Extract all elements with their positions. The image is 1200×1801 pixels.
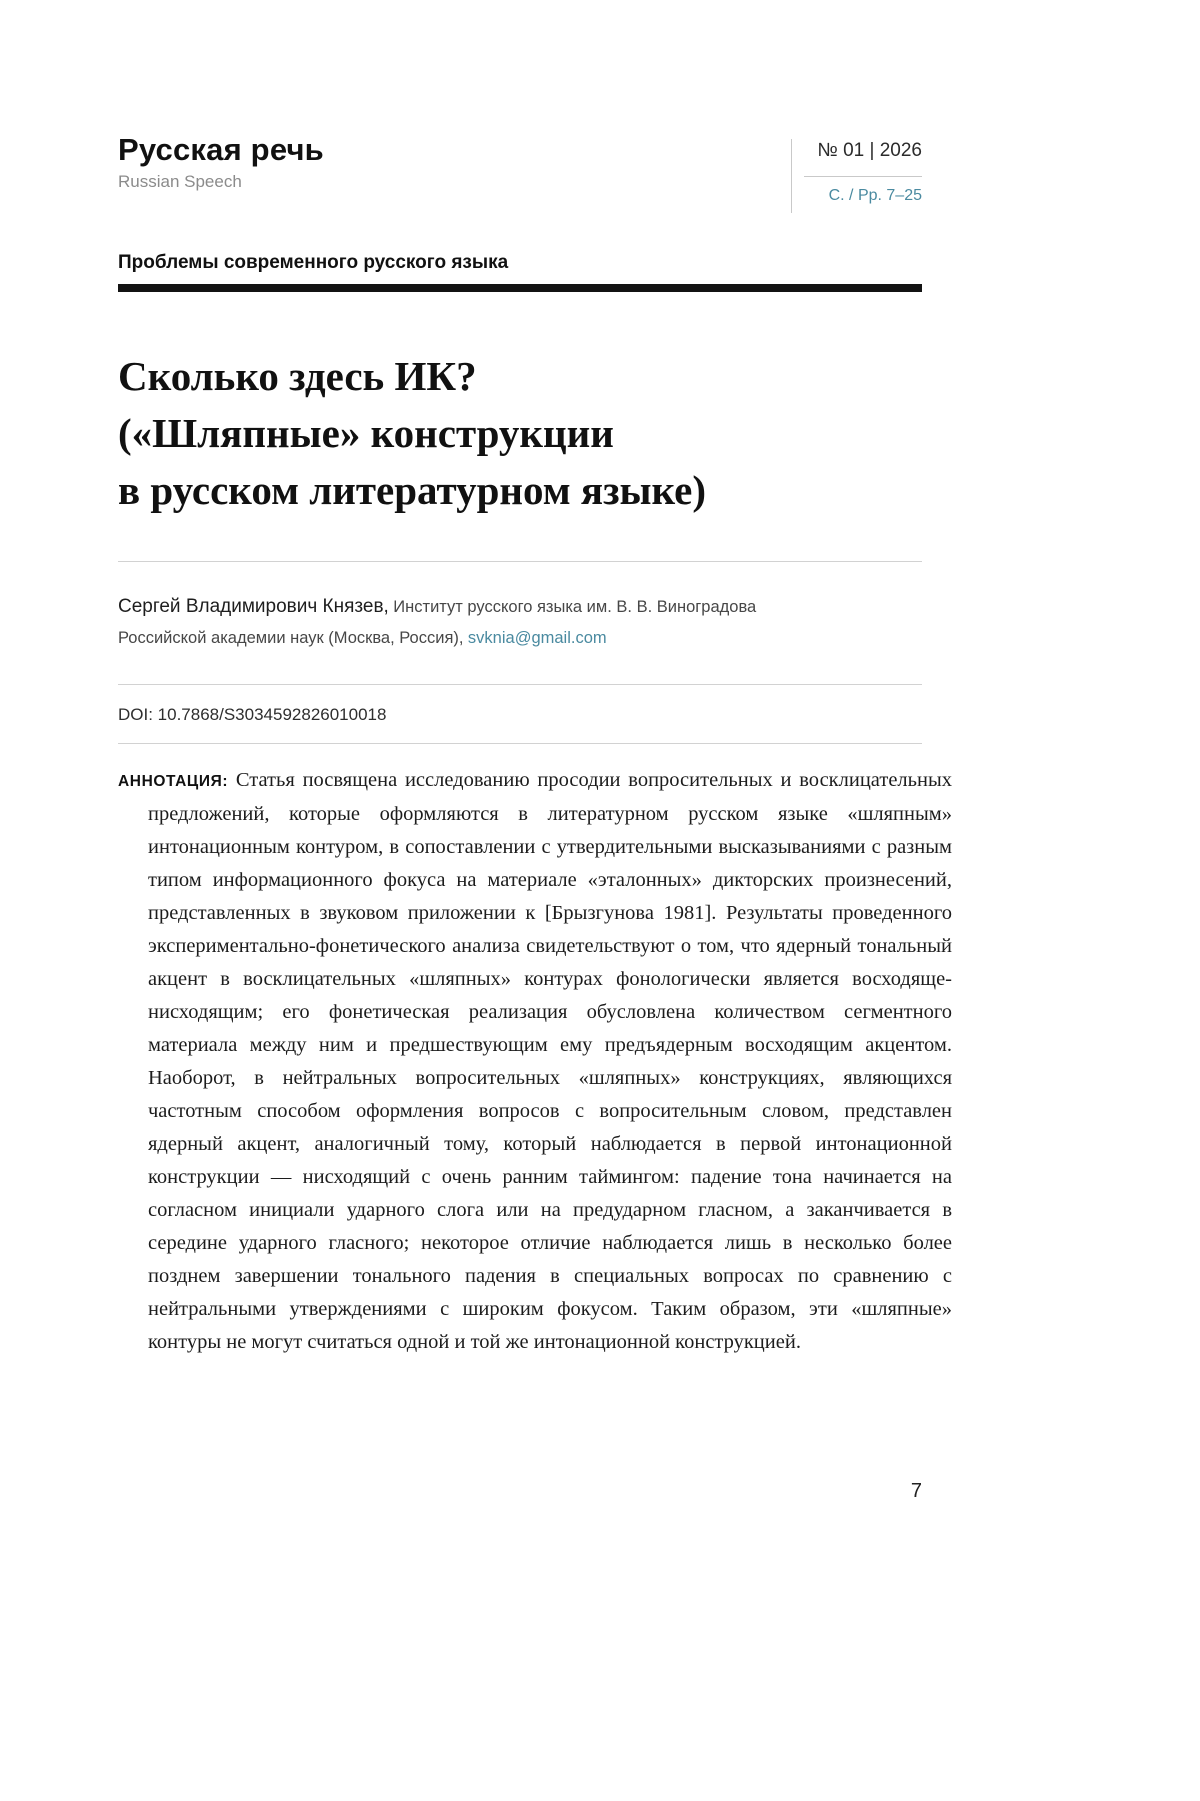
abstract [118, 764, 952, 1359]
author-name: Сергей Владимирович Князев, [118, 596, 389, 617]
title-line-1: Сколько здесь ИК? [118, 353, 477, 399]
section-heading: Проблемы современного русского языка [118, 252, 509, 273]
author-divider [118, 684, 922, 685]
abstract-label: АННОТАЦИЯ: [118, 773, 229, 790]
header-vertical-divider [791, 139, 792, 213]
section-rule [118, 284, 922, 292]
author-affiliation-line-2: Российской академии наук (Москва, Россия), [118, 629, 464, 647]
article-title [118, 348, 922, 519]
page-number: 7 [910, 1480, 922, 1502]
issue-divider [804, 176, 922, 177]
doi-text: DOI: 10.7868/S3034592826010018 [118, 705, 387, 724]
title-line-3: в русском литературном языке) [118, 467, 707, 513]
journal-name-en: Russian Speech [118, 172, 242, 191]
author-block [118, 592, 922, 654]
page-range: С. / Pp. 7–25 [828, 187, 922, 204]
author-email-link[interactable]: svknia@gmail.com [467, 629, 607, 647]
abstract-text: Статья посвящена исследованию просодии вопросительных и восклицательных предложений, которые оформляются в литературном русском языке «шляпным» интонационным контуром, в сопоставлении с утвердительными высказываниями с разным типом информационного фокуса на материале «эталонных» дикторских произнесений, представленных в звуковом приложении к [Брызгунова 1981]. Результаты проведенного экспериментально-фонетического анализа свидетельствуют о том, что ядерный тональный акцент в восклицательных «шляпных» контурах фонологически является восходяще-нисходящим; его фонетическая реализация обусловлена количеством сегментного материала между ним и предшествующим ему предъядерным восходящим акцентом. Наоборот, в нейтральных вопросительных «шляпных» конструкциях, являющихся частотным способом оформления вопросов с вопросительным словом, представлен ядерный акцент, аналогичный тому, который наблюдается в первой интонационной конструкции — нисходящий с очень ранним таймингом: падение тона начинается на согласном инициали ударного слога или на предударном гласном, а заканчивается в середине ударного гласного; некоторое отличие наблюдается лишь в несколько более позднем завершении тонального падения в специальных вопросах по сравнению с нейтральными утверждениями с широким фокусом. Таким образом, эти «шляпные» контуры не могут считаться одной и той же интонационной конструкцией. [148, 769, 953, 1353]
issue-number: № 01 | 2026 [817, 140, 922, 161]
journal-name: Русская речь [118, 132, 324, 167]
title-line-2: («Шляпные» конструкции [118, 410, 614, 456]
doi-divider [118, 743, 922, 744]
title-divider [118, 561, 922, 562]
author-affiliation-line-1: Институт русского языка им. В. В. Виноградова [393, 598, 757, 616]
